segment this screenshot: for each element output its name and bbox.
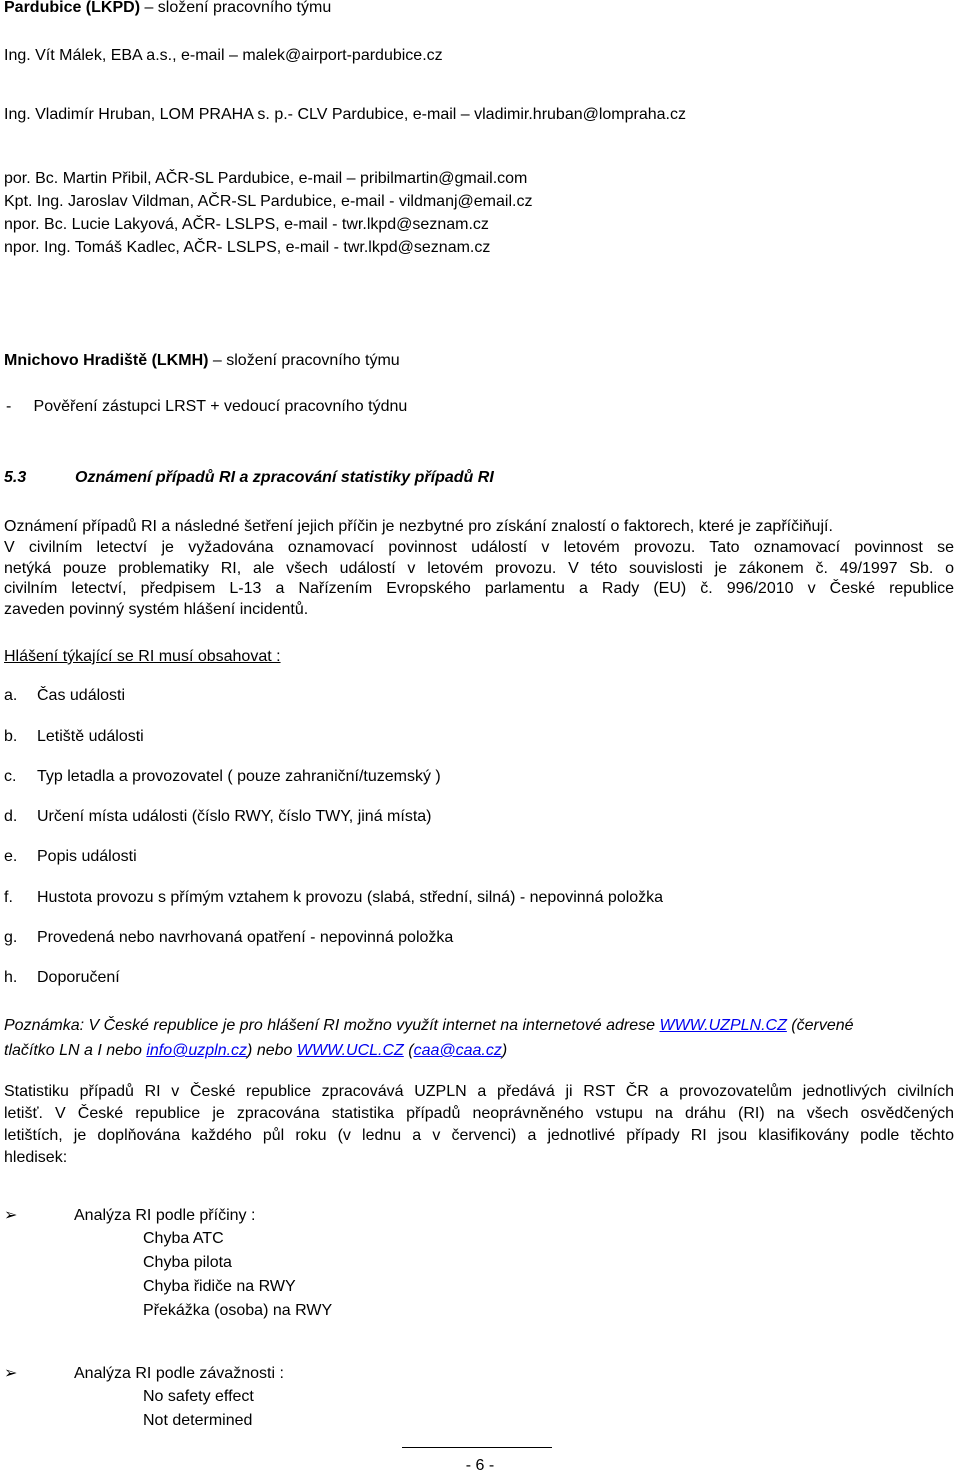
- list-item: [4, 727, 144, 747]
- intro-paragraph: [4, 538, 954, 620]
- analysis-cause-item: Chyba pilota: [143, 1254, 232, 1271]
- list-item-letter: g.: [4, 929, 18, 946]
- list-item: [4, 686, 125, 706]
- list-item-text: Určení místa události (číslo RWY, číslo TWY, jiná místa): [37, 808, 432, 825]
- pardubice-heading-bold: Pardubice (LKPD): [4, 0, 141, 16]
- arrow-bullet-icon: ➢: [4, 1365, 18, 1382]
- note-line-1: [4, 1016, 854, 1036]
- section-number: 5.3: [4, 469, 27, 486]
- note-line-2: [4, 1041, 507, 1061]
- pardubice-member-kadlec: npor. Ing. Tomáš Kadlec, AČR- LSLPS, e-mail - twr.lkpd@seznam.cz: [4, 239, 491, 256]
- note-text: (: [403, 1042, 414, 1059]
- note-text: Poznámka: V České republice je pro hlášení RI možno využít internet na internetové adrese: [4, 1017, 660, 1034]
- analysis-severity-item: No safety effect: [143, 1388, 254, 1405]
- pardubice-heading: [4, 0, 331, 18]
- list-item: [4, 888, 663, 908]
- report-heading: Hlášení týkající se RI musí obsahovat :: [4, 648, 281, 665]
- list-item-letter: a.: [4, 687, 18, 704]
- pardubice-heading-rest: – složení pracovního týmu: [140, 0, 332, 16]
- uzpln-email-link[interactable]: info@uzpln.cz: [146, 1042, 248, 1059]
- list-item: [4, 767, 441, 787]
- list-item-text: Provedená nebo navrhovaná opatření - nepovinná položka: [37, 929, 454, 946]
- analysis-cause-title: Analýza RI podle příčiny :: [74, 1207, 256, 1224]
- analysis-severity-item: Not determined: [143, 1412, 253, 1429]
- analysis-cause-item: Chyba ATC: [143, 1230, 224, 1247]
- list-item-text: Čas události: [37, 687, 126, 704]
- intro-line-5: zaveden povinný systém hlášení incidentů.: [4, 600, 309, 618]
- list-item-letter: f.: [4, 889, 13, 906]
- mnichovo-heading-bold: Mnichovo Hradiště (LKMH): [4, 352, 209, 369]
- stats-line-1: Statistiku případů RI v České republice zpracovává UZPLN a předává ji RST ČR a provozovatelům jednotlivých civilních: [4, 1083, 954, 1100]
- note-text: ): [501, 1042, 508, 1059]
- analysis-severity-heading: [4, 1364, 284, 1384]
- analysis-cause-item: Překážka (osoba) na RWY: [143, 1302, 333, 1319]
- stats-paragraph: [4, 1081, 954, 1169]
- note-text: tlačítko LN a I nebo: [4, 1042, 147, 1059]
- analysis-cause-heading: [4, 1206, 255, 1226]
- section-title: Oznámení případů RI a zpracování statistiky případů RI: [75, 469, 494, 486]
- list-item-letter: b.: [4, 728, 18, 745]
- pardubice-member-malek: Ing. Vít Málek, EBA a.s., e-mail – malek@airport-pardubice.cz: [4, 47, 443, 64]
- page-number: - 6 -: [465, 1457, 495, 1474]
- pardubice-member-hruban: Ing. Vladimír Hruban, LOM PRAHA s. p.- CLV Pardubice, e-mail – vladimir.hruban@lompraha.cz: [4, 106, 686, 123]
- stats-line-4: hledisek:: [4, 1149, 68, 1166]
- pardubice-member-vildman: Kpt. Ing. Jaroslav Vildman, AČR-SL Pardubice, e-mail - vildmanj@email.cz: [4, 193, 533, 210]
- list-item: [4, 928, 453, 948]
- mnichovo-item: - Pověření zástupci LRST + vedoucí pracovního týdnu: [6, 398, 408, 415]
- intro-line-4: civilním letectví, předpisem L-13 a Nařízením Evropského parlamentu a Rady (EU) č. 996/2010 v České republice: [4, 580, 954, 597]
- list-item-text: Letiště události: [37, 728, 144, 745]
- caa-email-link[interactable]: caa@caa.cz: [413, 1042, 502, 1059]
- list-item-text: Hustota provozu s přímým vztahem k provozu (slabá, střední, silná) - nepovinná položka: [37, 889, 664, 906]
- intro-line-3: netýká pouze problematiky RI, ale všech událostí v letovém provozu. V této souvislosti je zákonem č. 49/1997 Sb. o: [4, 559, 954, 577]
- pardubice-member-lakyova: npor. Bc. Lucie Lakyová, AČR- LSLPS, e-mail - twr.lkpd@seznam.cz: [4, 216, 489, 233]
- analysis-severity-title: Analýza RI podle závažnosti :: [74, 1365, 284, 1382]
- mnichovo-heading-rest: – složení pracovního týmu: [208, 352, 400, 369]
- pardubice-member-pribil: por. Bc. Martin Přibil, AČR-SL Pardubice, e-mail – pribilmartin@gmail.com: [4, 170, 528, 187]
- mnichovo-heading: [4, 351, 400, 371]
- list-item: [4, 968, 120, 988]
- section-heading: [4, 468, 494, 488]
- list-item-letter: e.: [4, 848, 18, 865]
- list-item-letter: d.: [4, 808, 18, 825]
- list-item: [4, 807, 432, 827]
- arrow-bullet-icon: ➢: [4, 1207, 18, 1224]
- stats-line-3: letištích, je doplňována každého půl roku (v lednu a v červenci) a jednotlivé případy RI jsou klasifikovány podle těchto: [4, 1127, 954, 1144]
- note-text: ) nebo: [247, 1042, 297, 1059]
- intro-line-2: V civilním letectví je vyžadována oznamovací povinnost událostí v letovém provozu. Tato oznamovací povinnost se: [4, 539, 954, 556]
- uzpln-website-link[interactable]: WWW.UZPLN.CZ: [659, 1017, 787, 1034]
- note-text-end: (červené: [786, 1017, 854, 1034]
- stats-line-2: letišť. V České republice je zpracována statistika případů neoprávněného vstupu na dráhu (RI) na všech osvědčených: [4, 1105, 954, 1122]
- list-item-text: Typ letadla a provozovatel ( pouze zahraniční/tuzemský ): [37, 768, 441, 785]
- list-item: [4, 847, 137, 867]
- list-item-text: Doporučení: [37, 969, 120, 986]
- ucl-website-link[interactable]: WWW.UCL.CZ: [296, 1042, 404, 1059]
- footer-rule: [402, 1447, 552, 1448]
- analysis-cause-item: Chyba řidiče na RWY: [143, 1278, 296, 1295]
- list-item-text: Popis události: [37, 848, 137, 865]
- list-item-letter: h.: [4, 969, 18, 986]
- list-item-letter: c.: [4, 768, 17, 785]
- intro-line-1: Oznámení případů RI a následné šetření jejich příčin je nezbytné pro získání znalostí o faktorech, které je zapříčiňují.: [4, 518, 833, 535]
